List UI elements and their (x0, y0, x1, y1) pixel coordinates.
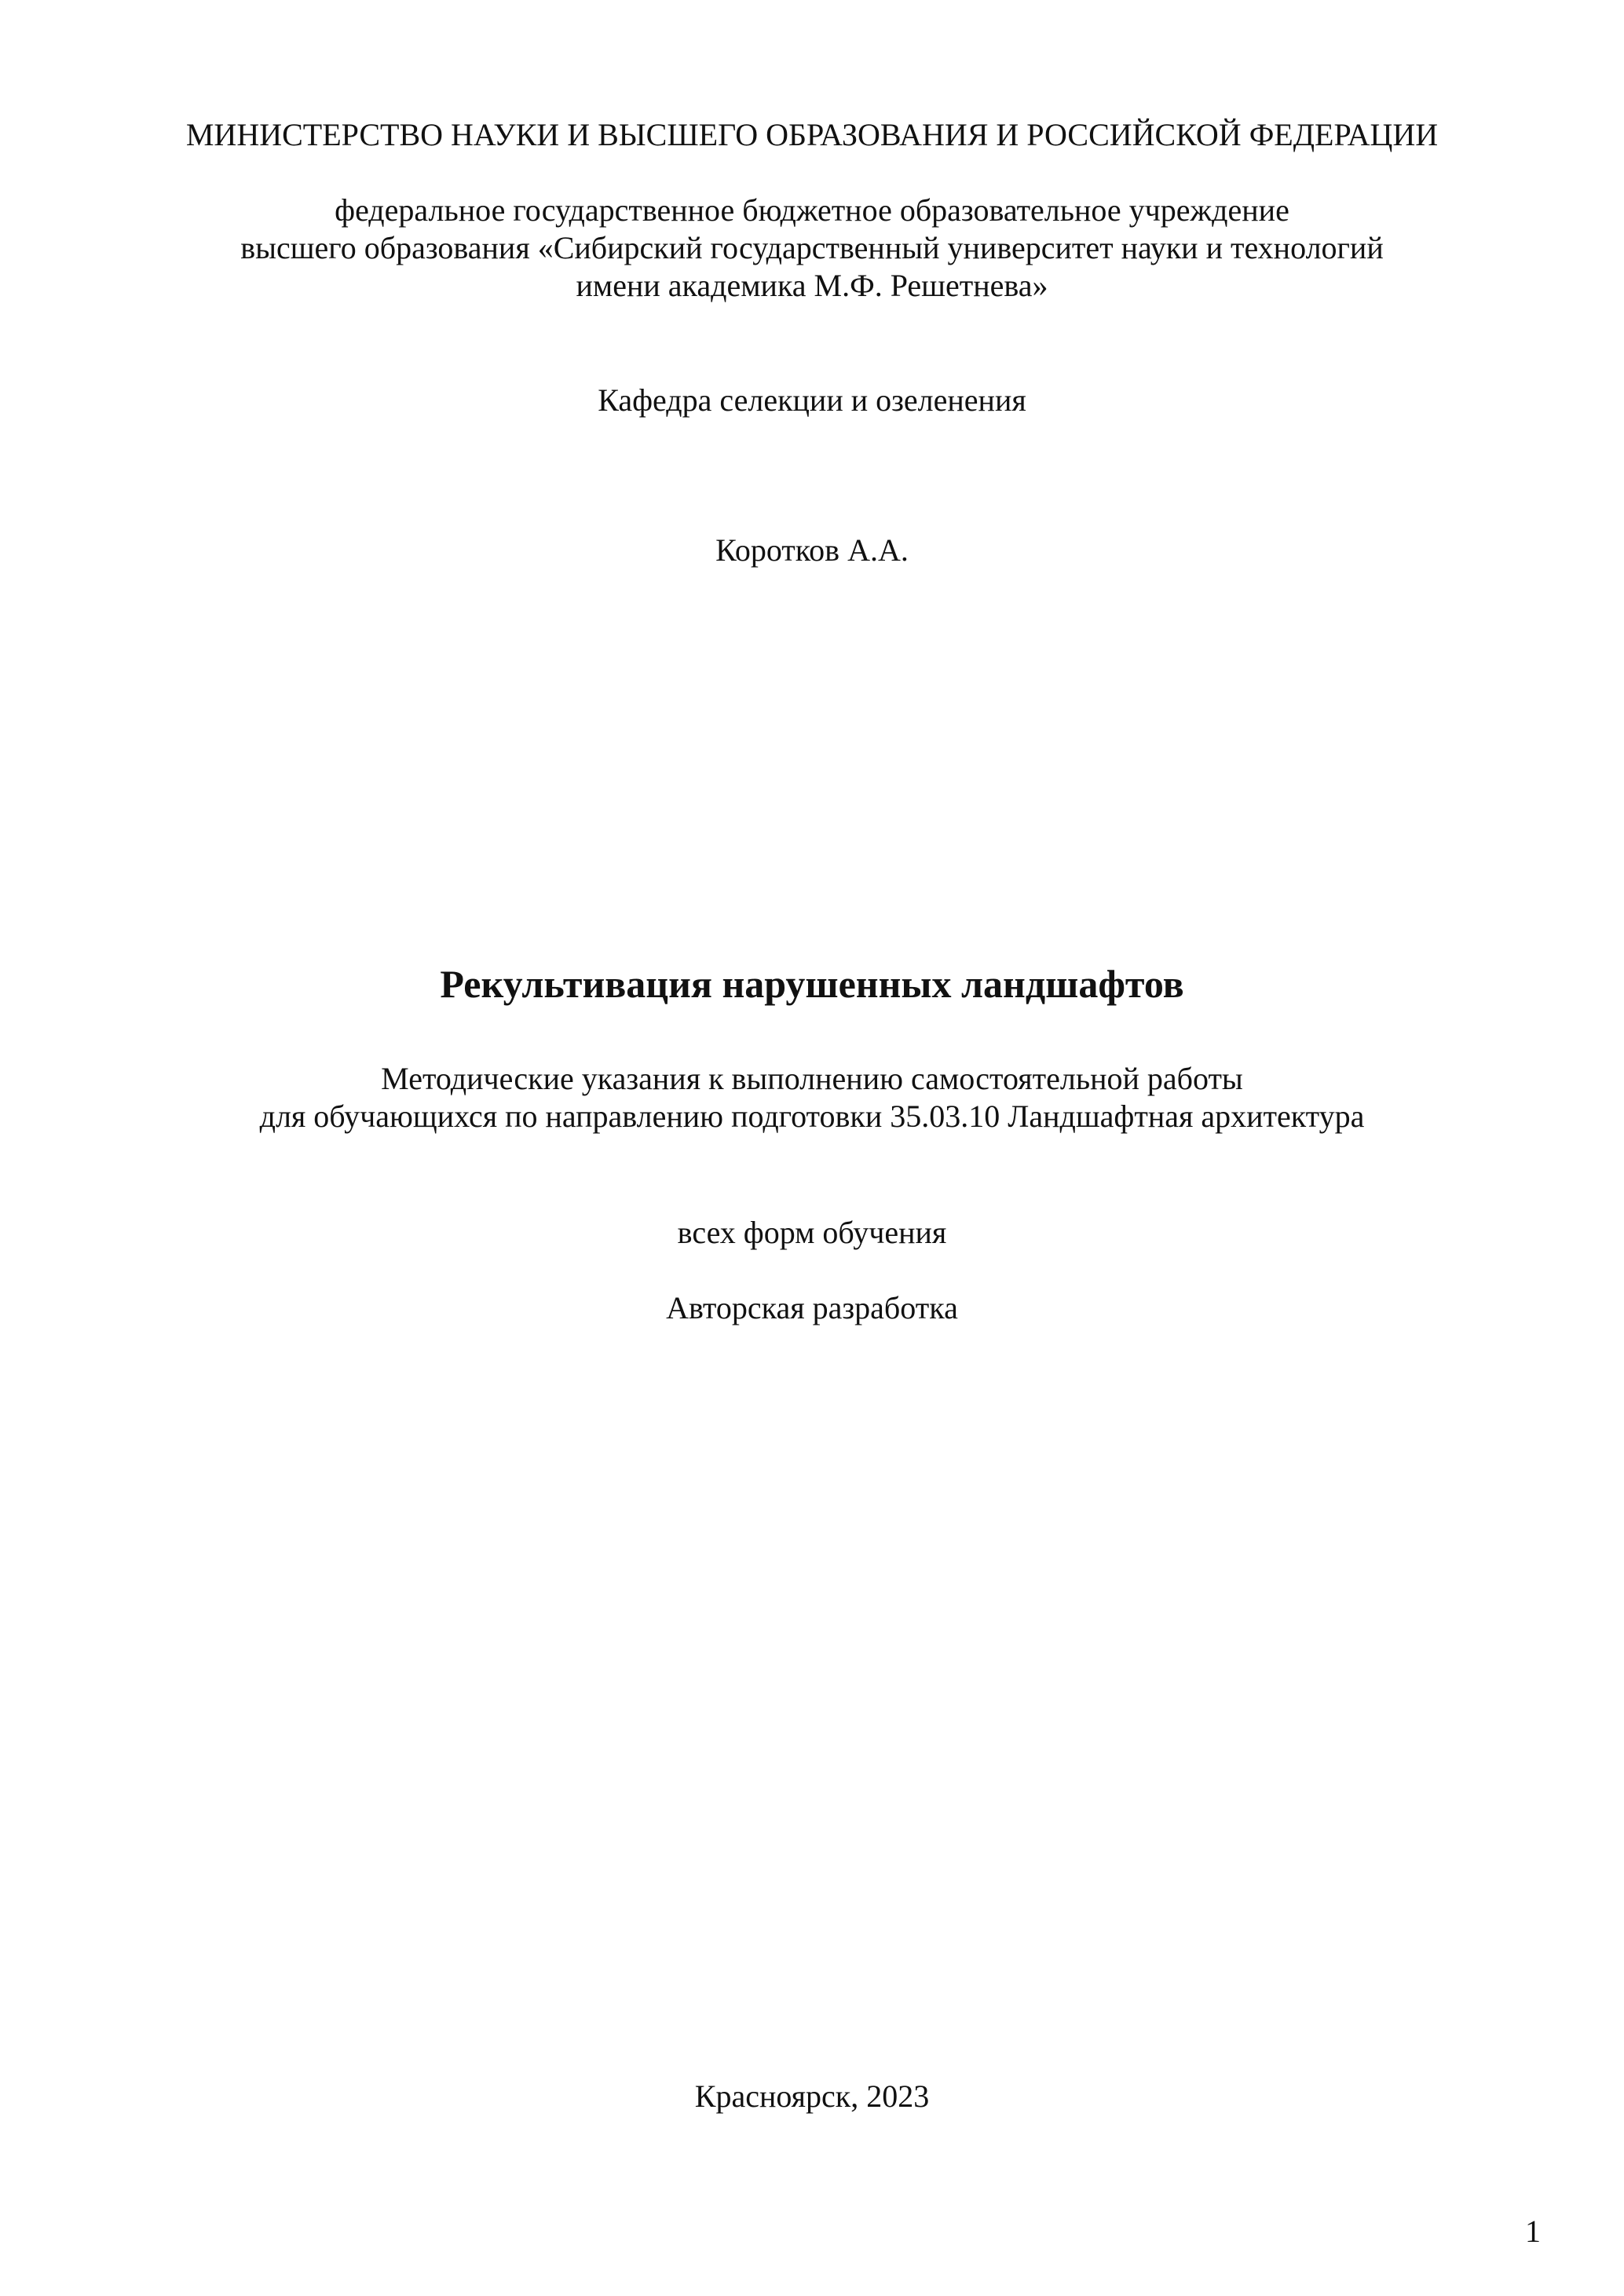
institution-line-1: федеральное государственное бюджетное образовательное учреждение (335, 192, 1289, 228)
department-name: Кафедра селекции и озеленения (598, 382, 1026, 418)
subtitle-line-1: Методические указания к выполнению самостоятельной работы (381, 1061, 1243, 1096)
document-title: Рекультивация нарушенных ландшафтов (440, 962, 1184, 1006)
institution-line-3: имени академика М.Ф. Решетнева» (576, 268, 1048, 303)
subtitle-line-2: для обучающихся по направлению подготовки 35.03.10 Ландшафтная архитектура (259, 1099, 1365, 1134)
author-name: Коротков А.А. (715, 532, 909, 568)
institution-line-2: высшего образования «Сибирский государственный университет науки и технологий (240, 230, 1384, 265)
page-number: 1 (1525, 2214, 1541, 2249)
ministry-heading: МИНИСТЕРСТВО НАУКИ И ВЫСШЕГО ОБРАЗОВАНИЯ И РОССИЙСКОЙ ФЕДЕРАЦИИ (185, 117, 1439, 152)
study-forms: всех форм обучения (677, 1215, 947, 1250)
institution-block (0, 192, 1624, 305)
development-type: Авторская разработка (666, 1290, 958, 1325)
subtitle-block (0, 1060, 1624, 1135)
place-and-year: Красноярск, 2023 (694, 2078, 930, 2114)
